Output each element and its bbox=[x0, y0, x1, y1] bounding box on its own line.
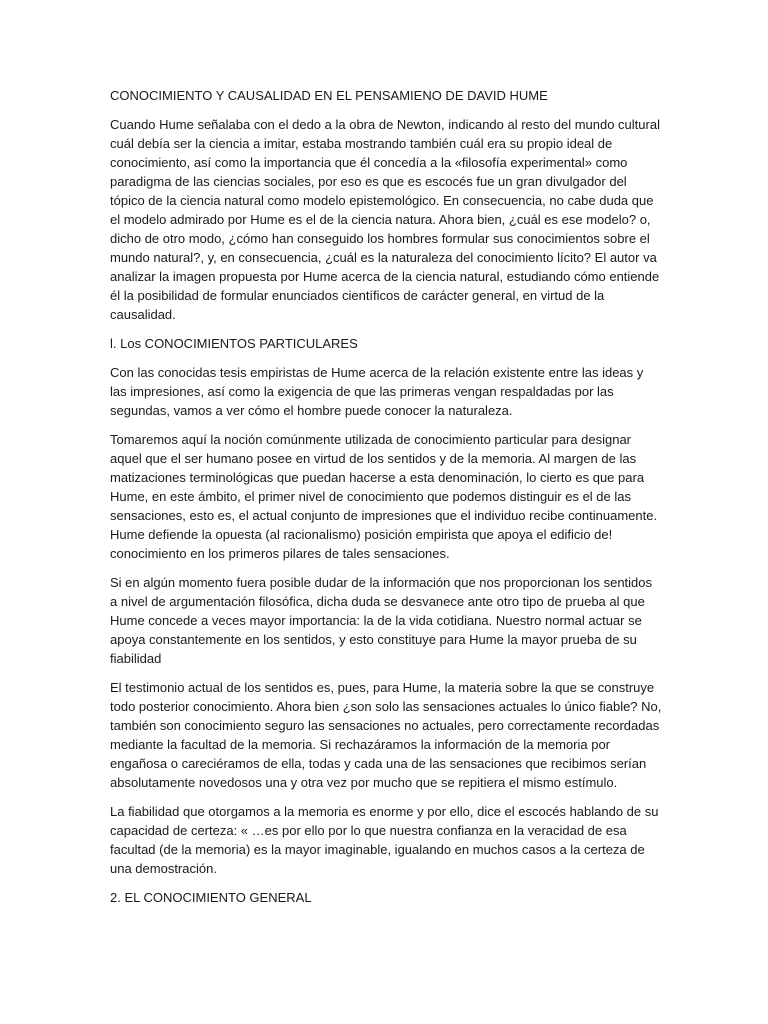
paragraph-tesis-empiristas: Con las conocidas tesis empiristas de Hume acerca de la relación existente entre las ideas y las impresiones, así como la exigencia de que las primeras vengan respaldadas por las segundas, vamos a ver cómo el hombre puede conocer la naturaleza. bbox=[110, 365, 644, 418]
document-body bbox=[110, 86, 662, 917]
paragraph-conocimiento-particular: Tomaremos aquí la noción comúnmente utilizada de conocimiento particular para designar aquel que el ser humano posee en virtud de los sentidos y de la memoria. Al margen de las matizaciones terminológicas que puedan hacerse a esta denominación, lo cierto es que para Hume, en este ámbito, el primer nivel de conocimiento que podemos distinguir es el de las sensaciones, esto es, el actual conjunto de impresiones que el individuo recibe continuamente. Hume defiende la opuesta (al racionalismo) posición empirista que apoya el edificio de! conocimiento en los primeros pilares de tales sensaciones. bbox=[110, 432, 658, 561]
paragraph-fiabilidad-memoria: La fiabilidad que otorgamos a la memoria es enorme y por ello, dice el escocés hablando de su capacidad de certeza: « …es por ello por lo que nuestra confianza en la veracidad de esa facultad (de la memoria) es la mayor imaginable, igualando en muchos casos a la certeza de una demostración. bbox=[110, 804, 659, 876]
paragraph-duda-sentidos: Si en algún momento fuera posible dudar de la información que nos proporcionan los sentidos a nivel de argumentación filosófica, dicha duda se desvanece ante otro tipo de prueba al que Hume concede a veces mayor importancia: la de la vida cotidiana. Nuestro normal actuar se apoya constantemente en los sentidos, y esto constituye para Hume la mayor prueba de su fiabilidad bbox=[110, 575, 653, 666]
paragraph-testimonio-sentidos: El testimonio actual de los sentidos es, pues, para Hume, la materia sobre la que se construye todo posterior conocimiento. Ahora bien ¿son solo las sensaciones actuales lo único fiable? No, también son conocimiento seguro las sensaciones no actuales, pero correctamente recordadas mediante la facultad de la memoria. Si rechazáramos la información de la memoria por engañosa o careciéramos de ella, todas y cada una de las sensaciones que recibimos serían absolutamente novedosos una y otra vez por mucho que se repitiera el mismo estímulo. bbox=[110, 680, 662, 790]
document-title: CONOCIMIENTO Y CAUSALIDAD EN EL PENSAMIENO DE DAVID HUME bbox=[110, 88, 548, 103]
paragraph-intro: Cuando Hume señalaba con el dedo a la obra de Newton, indicando al resto del mundo cultural cuál debía ser la ciencia a imitar, estaba mostrando también cuál era su propio ideal de conocimiento, así como la importancia que él concedía a la «filosofía experimental» como paradigma de las ciencias sociales, por eso es que es escocés fue un gran divulgador del tópico de la ciencia natural como modelo epistemológico. En consecuencia, no cabe duda que el modelo admirado por Hume es el de la ciencia natura. Ahora bien, ¿cuál es ese modelo? o, dicho de otro modo, ¿cómo han conseguido los hombres formular sus conocimientos sobre el mundo natural?, y, en consecuencia, ¿cuál es la naturaleza del conocimiento lícito? El autor va analizar la imagen propuesta por Hume acerca de la ciencia natural, estudiando cómo entiende él la posibilidad de formular enunciados científicos de carácter general, en virtud de la causalidad. bbox=[110, 117, 660, 322]
section-heading-general: 2. EL CONOCIMIENTO GENERAL bbox=[110, 890, 312, 905]
section-heading-particulares: l. Los CONOCIMIENTOS PARTICULARES bbox=[110, 336, 358, 351]
